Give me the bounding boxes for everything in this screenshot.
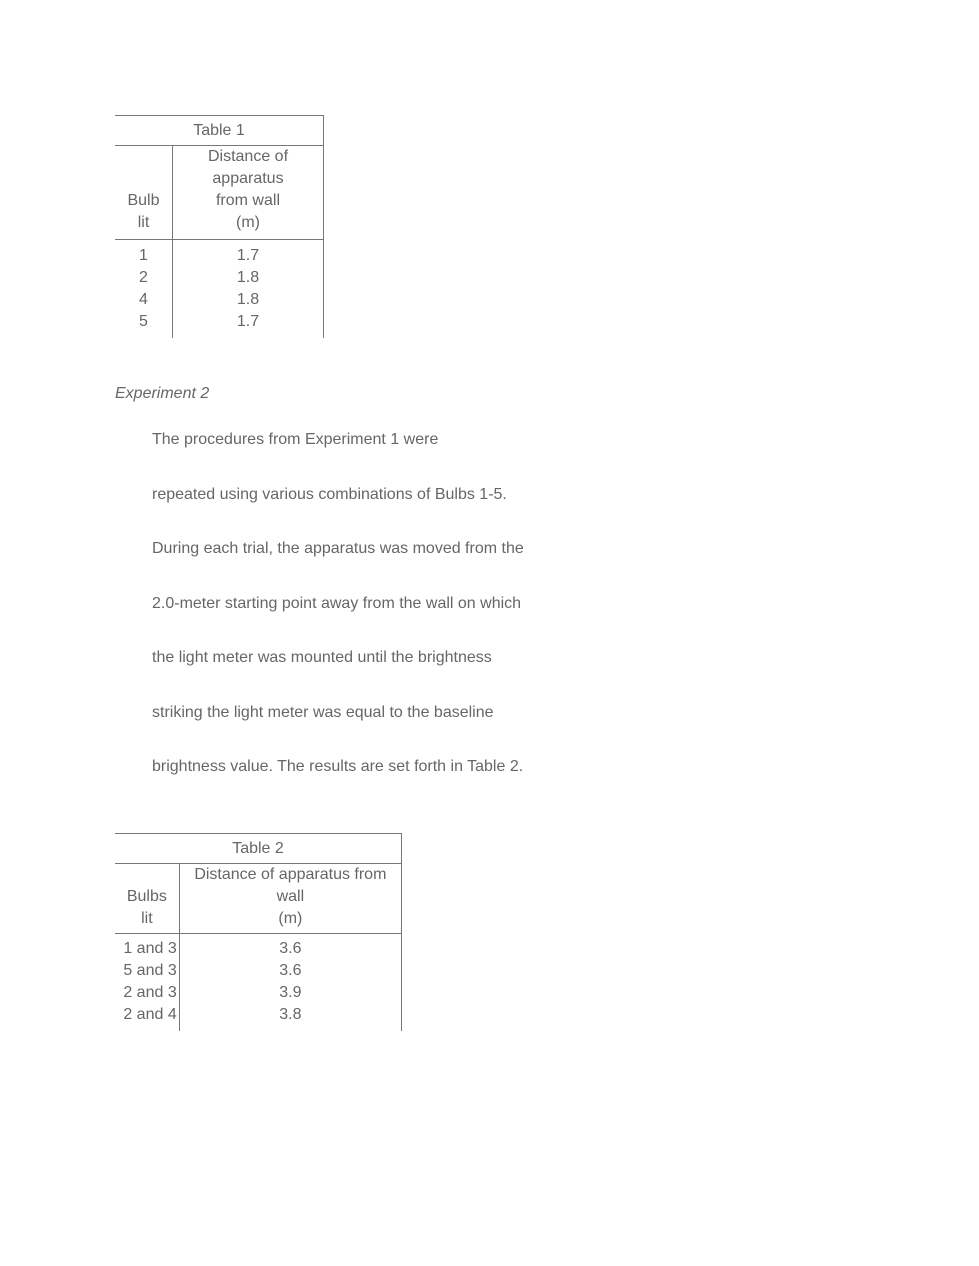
table-1-header-distance [173,146,324,240]
distance-cell: 3.6 [179,960,401,982]
bulb-cell: 5 [115,311,173,338]
table-row [115,267,324,289]
header-line: wall [276,888,305,905]
header-line: apparatus [212,170,284,187]
experiment-2-paragraph [152,429,524,811]
table-2-header-row [115,864,402,934]
header-line: Bulbs [126,888,167,905]
distance-cell: 1.7 [173,311,324,338]
table-1-header-row [115,146,324,240]
paragraph-line: 2.0-meter starting point away from the wall on which [152,594,522,612]
paragraph-line: The procedures from Experiment 1 were [152,431,439,448]
table-row [115,960,402,982]
distance-cell: 3.9 [179,982,401,1004]
bulbs-cell: 2 and 3 [115,982,179,1004]
distance-cell: 1.8 [173,267,324,289]
bulb-cell: 1 [115,240,173,268]
header-line: lit [137,214,150,231]
distance-cell: 3.6 [179,934,401,961]
paragraph-line: brightness value. The results are set forth in Table 2. [152,758,524,775]
paragraph-line: repeated using various combinations of Bulbs 1-5. [152,485,507,503]
table-2 [115,833,402,1031]
bulbs-cell: 1 and 3 [115,934,179,961]
table-1 [115,115,324,338]
experiment-2-heading: Experiment 2 [115,385,210,402]
table-row [115,1004,402,1031]
paragraph-line: During each trial, the apparatus was moved from the [152,540,524,557]
table-row [115,934,402,961]
distance-cell: 1.7 [173,240,324,268]
bulb-cell: 2 [115,267,173,289]
header-line: Distance of [207,148,289,165]
table-2-title: Table 2 [115,834,402,864]
table-row [115,289,324,311]
header-line: from wall [215,192,280,209]
header-line: (m) [236,214,260,231]
header-line: Distance of apparatus from [194,866,387,883]
table-1-header-bulb [115,146,173,240]
table-2-header-bulbs [115,864,179,934]
distance-cell: 3.8 [179,1004,401,1031]
bulbs-cell: 5 and 3 [115,960,179,982]
table-row [115,982,402,1004]
table-row [115,311,324,338]
header-line: Bulb [127,192,160,209]
header-line: lit [141,910,153,927]
table-1-title: Table 1 [115,116,324,146]
paragraph-line: striking the light meter was equal to the baseline [152,703,494,721]
header-line: (m) [278,910,303,927]
bulbs-cell: 2 and 4 [115,1004,179,1031]
table-row [115,240,324,268]
bulb-cell: 4 [115,289,173,311]
paragraph-line: the light meter was mounted until the brightness [152,649,492,666]
table-2-header-distance [179,864,401,934]
distance-cell: 1.8 [173,289,324,311]
